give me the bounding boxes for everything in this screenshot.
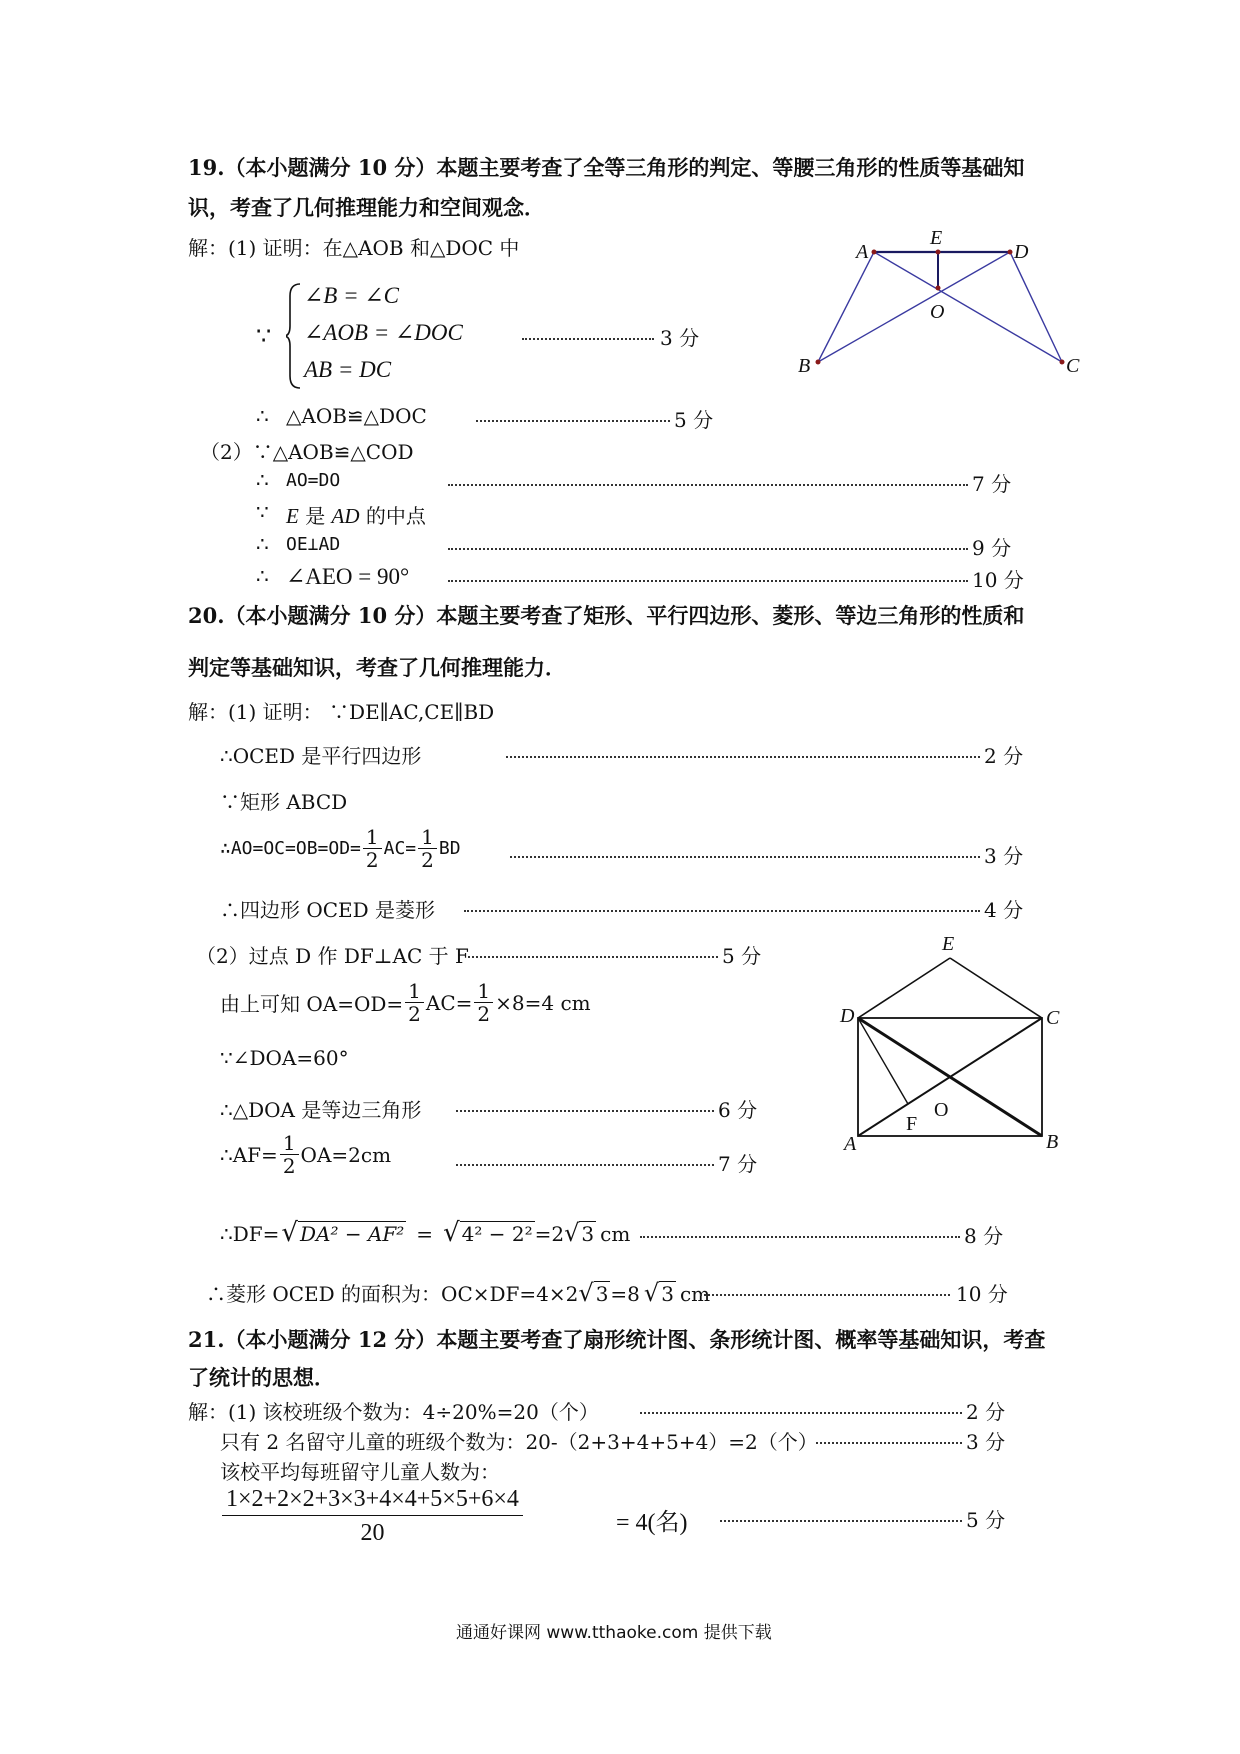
leader-dots	[468, 956, 718, 958]
q19-score-9: 9 分	[972, 536, 1012, 560]
q20-line-10	[220, 1218, 630, 1248]
fig-label-o: O	[934, 1099, 949, 1121]
q20-score-10: 10 分	[956, 1282, 1008, 1306]
q19-score-7: 7 分	[972, 472, 1012, 496]
q20-score-7: 7 分	[718, 1152, 758, 1176]
fig-label-d: D	[1014, 241, 1029, 263]
q19-congruence: △AOB≌△DOC	[286, 404, 427, 428]
q21-average-fraction	[222, 1486, 523, 1547]
q19-eq-1: ∠B = ∠C	[304, 283, 399, 308]
q19-angle-result: ∠AEO = 90°	[286, 564, 410, 589]
q20-line-3	[220, 826, 461, 871]
q19-midpoint	[286, 500, 426, 529]
brace-icon	[286, 282, 302, 390]
q20-line-6-post: ×8=4 cm	[495, 990, 591, 1015]
leader-dots	[448, 580, 968, 582]
q20-line-3-mid: AC=	[383, 838, 417, 859]
q20-score-3: 3 分	[984, 844, 1024, 868]
therefore-symbol: ∴	[256, 404, 269, 428]
leader-dots	[510, 856, 980, 858]
q20-sqrt3-b: 3	[661, 1282, 674, 1306]
q20-line-9-pre: ∴AF=	[220, 1142, 278, 1167]
leader-dots	[506, 756, 980, 758]
leader-dots	[448, 548, 968, 550]
q19-eq-3: AB = DC	[304, 357, 392, 382]
q20-score-4: 4 分	[984, 898, 1024, 922]
q19-ao-do: AO=DO	[286, 470, 341, 491]
leader-dots	[720, 1520, 962, 1522]
fig-label-f: F	[906, 1113, 918, 1135]
fig-label-c: C	[1046, 1007, 1060, 1029]
q19-header-2: 识，考查了几何推理能力和空间观念．	[188, 195, 545, 220]
q20-line-11-mid: =8	[610, 1282, 640, 1306]
q20-score-2: 2 分	[984, 744, 1024, 768]
q20-line-1: ∴OCED 是平行四边形	[220, 744, 422, 768]
sqrt-icon: √	[443, 1218, 460, 1248]
because-symbol: ∵	[256, 500, 269, 524]
q19-midpoint-tail: 的中点	[365, 504, 426, 528]
q19-eq-2: ∠AOB = ∠DOC	[304, 320, 463, 345]
leader-dots	[456, 1110, 714, 1112]
leader-dots	[456, 1164, 714, 1166]
fraction-half: $\frac{1}{2}$	[405, 980, 424, 1025]
q21-score-5: 5 分	[966, 1508, 1006, 1532]
q20-score-8: 8 分	[964, 1224, 1004, 1248]
fig-label-e: E	[942, 936, 955, 955]
q21-score-2: 2 分	[966, 1400, 1006, 1424]
q20-line-11-pre: ∴菱形 OCED 的面积为：OC×DF=4×2	[206, 1282, 579, 1306]
fraction-half: $\frac{1}{2}$	[363, 826, 382, 871]
fig-label-e: E	[930, 227, 943, 249]
q20-line-11-unit: cm	[679, 1282, 711, 1306]
q20-line-2: ∵矩形 ABCD	[220, 790, 348, 814]
q20-line-11	[206, 1278, 710, 1307]
q20-line-3-pre: ∴AO=OC=OB=OD=	[220, 838, 361, 859]
q20-line-3-post: BD	[438, 838, 461, 859]
q21-numerator: 1×2+2×2+3×3+4×4+5×5+6×4	[222, 1486, 523, 1516]
q20-radicand-1: DA² − AF²	[299, 1222, 405, 1246]
q20-score-6: 6 分	[718, 1098, 758, 1122]
q20-line-8: ∴△DOA 是等边三角形	[220, 1098, 422, 1122]
page-footer: 通通好课网 www.tthaoke.com 提供下载	[456, 1623, 772, 1643]
q19-score-5: 5 分	[674, 408, 714, 432]
fig-label-o: O	[930, 301, 945, 323]
q20-line-4: ∴四边形 OCED 是菱形	[220, 898, 436, 922]
q20-solution-intro: 解：(1) 证明： ∵DE∥AC,CE∥BD	[188, 700, 495, 724]
q20-sqrt3: 3	[581, 1222, 595, 1246]
q21-denominator: 20	[360, 1520, 385, 1546]
q19-midpoint-is: 是	[305, 504, 326, 528]
q21-line-2: 只有 2 名留守儿童的班级个数为：20-（2+3+4+5+4）=2（个）	[220, 1430, 818, 1454]
leader-dots	[464, 910, 980, 912]
q20-line-5: （2）过点 D 作 DF⊥AC 于 F	[196, 944, 469, 968]
q21-header-2: 了统计的思想．	[188, 1365, 335, 1390]
leader-dots	[640, 1236, 960, 1238]
q19-part-2: （2）∵△AOB≌△COD	[200, 440, 414, 464]
fig-label-b: B	[798, 355, 811, 377]
q19-header: 19.（本小题满分 10 分）本题主要考查了全等三角形的判定、等腰三角形的性质等基础知	[188, 155, 1025, 180]
q19-score-10: 10 分	[972, 568, 1024, 592]
fig-label-d: D	[840, 1005, 855, 1027]
leader-dots	[448, 484, 968, 486]
q21-line-1: 解：(1) 该校班级个数为：4÷20%=20（个）	[188, 1400, 599, 1424]
leader-dots	[640, 1412, 962, 1414]
q20-line-10-eq: =	[416, 1222, 434, 1246]
sqrt-icon: √	[643, 1279, 660, 1307]
q20-line-10-unit: cm	[600, 1222, 631, 1246]
leader-dots	[700, 1294, 950, 1296]
q20-line-6-mid: AC=	[425, 990, 473, 1015]
q20-line-10-val: =2	[534, 1222, 565, 1246]
fig-label-c: C	[1066, 355, 1080, 377]
sqrt-icon: √	[281, 1218, 298, 1248]
because-symbol: ∵	[256, 322, 272, 350]
therefore-symbol: ∴	[256, 532, 269, 556]
q20-header: 20.（本小题满分 10 分）本题主要考查了矩形、平行四边形、菱形、等边三角形的性质和	[188, 603, 1025, 628]
q21-result: = 4(名)	[616, 1510, 688, 1536]
q20-line-6-pre: 由上可知 OA=OD=	[220, 992, 404, 1016]
q20-line-9-post: OA=2cm	[300, 1142, 392, 1167]
leader-dots	[522, 338, 654, 340]
q20-line-9	[220, 1132, 391, 1177]
leader-dots	[816, 1442, 962, 1444]
fig-label-a: A	[844, 1133, 857, 1155]
q20-line-10-pre: ∴DF=	[220, 1222, 280, 1246]
q20-line-7: ∵∠DOA=60°	[220, 1046, 349, 1070]
q21-line-3: 该校平均每班留守儿童人数为：	[220, 1460, 500, 1484]
q20-header-2: 判定等基础知识，考查了几何推理能力．	[188, 655, 566, 680]
q21-header: 21.（本小题满分 12 分）本题主要考查了扇形统计图、条形统计图、概率等基础知识，考查	[188, 1327, 1046, 1352]
fig-label-b: B	[1046, 1131, 1059, 1153]
fig-label-a: A	[856, 241, 869, 263]
q20-score-5: 5 分	[722, 944, 762, 968]
q19-score-3: 3 分	[660, 326, 700, 350]
q20-geometry-figure	[830, 936, 1090, 1156]
q19-oe-perp: OE⊥AD	[286, 534, 341, 555]
q20-radicand-2: 4² − 2²	[461, 1222, 533, 1246]
therefore-symbol: ∴	[256, 564, 269, 588]
fraction-half: $\frac{1}{2}$	[418, 826, 437, 871]
fraction-half: $\frac{1}{2}$	[280, 1132, 299, 1177]
sqrt-icon: √	[578, 1279, 594, 1307]
therefore-symbol: ∴	[256, 468, 269, 492]
sqrt-icon: √	[564, 1219, 580, 1247]
q19-midpoint-ad: AD	[331, 504, 360, 528]
q20-line-6	[220, 980, 591, 1025]
q19-geometry-figure	[790, 226, 1090, 386]
q20-sqrt3-a: 3	[595, 1282, 609, 1306]
leader-dots	[476, 420, 670, 422]
q21-score-3: 3 分	[966, 1430, 1006, 1454]
q19-midpoint-e: E	[286, 504, 299, 528]
fraction-half: $\frac{1}{2}$	[474, 980, 493, 1025]
q19-solution-intro: 解：(1) 证明：在△AOB 和△DOC 中	[188, 236, 520, 260]
